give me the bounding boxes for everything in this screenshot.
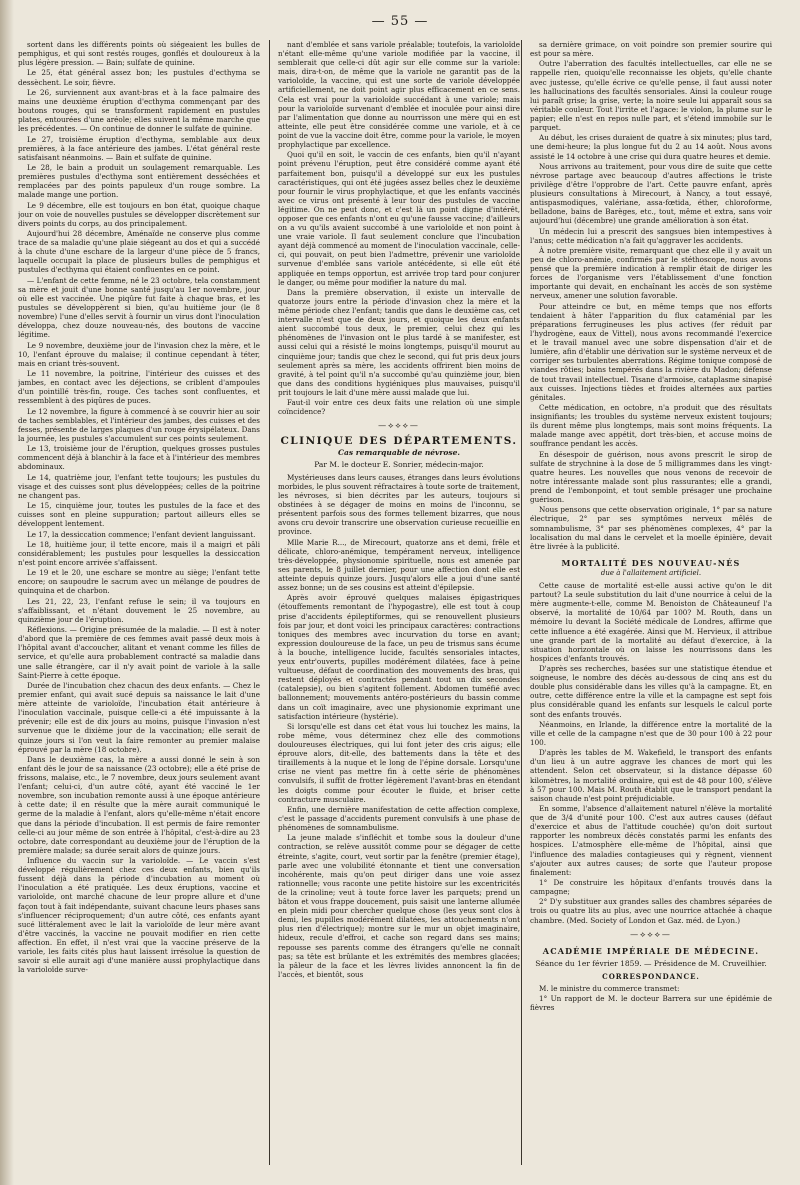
- paragraph: En somme, l'absence d'allaitement naturel n'élève la mortalité que de 3/4 d'unité pour 100. C'est aux autres causes (défaut d'exercice et abus de l'attitude couchée) qu'on doit surtout rapporter les nombreux décès constatés parmi les enfants des hospices. L'atmosphère elle-même de l'hôpital, ainsi que l'influence des maladies contagieuses qui y règnent, viennent s'ajouter aux autres causes; de sorte que l'auteur propose finalement:: [530, 804, 772, 877]
- paragraph: En désespoir de guérison, nous avons prescrit le sirop de sulfate de strychnine à la dose de 5 milligrammes dans les vingt-quatre heures. Les nouvelles que nous venons de recevoir de notre intéressante malade sont plus rassurantes; elle a grandi, prend de l'embonpoint, et tout semble présager une prochaine guérison.: [530, 449, 772, 505]
- paragraph: Le 15, cinquième jour, toutes les pustules de la face et des cuisses sont en pleine suppuration; partout ailleurs elles se développent lentement.: [18, 501, 260, 529]
- paragraph: Les 21, 22, 23, l'enfant refuse le sein; il va toujours en s'affaiblissant, et n'étant douvement le 25 novembre, au quinzième jour de l'éruption.: [18, 596, 260, 624]
- paragraph: Dans le deuxième cas, la mère a aussi donné le sein à son enfant dès le jour de sa naissance (23 octobre); elle a été prise de frissons, malaise, etc., le 7 novembre, deux jours seulement avant l'enfant; celui-ci, d'un autre côté, ayant été vacciné le 1er novembre, son incubation remonte aussi à une époque antérieure à cette date; il en résulte que la mère aurait communiqué le germe de la maladie à l'enfant, alors qu'elle-même n'était encore que dans la période d'incubation. Il est permis de faire remonter celle-ci au jour même de son entrée à l'hôpital, c'est-à-dire au 23 octobre, date correspondant au deuxième jour de l'éruption de la première malade; sa durée serait alors de quinze jours.: [18, 754, 260, 855]
- paragraph: Le 14, quatrième jour, l'enfant tette toujours; les pustules du visage et des cuisses sont plus développées; celles de la poitrine ne changent pas.: [18, 472, 260, 500]
- page-number: — 55 —: [371, 14, 429, 29]
- mortalite-heading: MORTALITÉ DES NOUVEAU-NÉS: [561, 557, 741, 568]
- paragraph: sortent dans les différents points où siégeaient les bulles de pemphigus, et qui sont restés rouges, gonflés et douloureux à la plus légère pression. — Bain; sulfate de quinine.: [18, 40, 260, 68]
- paragraph: nant d'emblée et sans variole préalable; toutefois, la varioloïde n'étant elle-même qu'une variole modifiée par la vaccine, il semblerait que celle-ci dût agir sur elle comme sur la variole: mais, dira-t-on, de même que la variole ne garantit pas de la varioloïde, la vaccine, qui est une sorte de variole développée artificiellement, ne doit point agir plus efficacement en ce sens. Cela est vrai pour la varioloïde succédant à une variole; mais pour la varioloïde survenant d'emblée et inoculée pour ainsi dire par l'alimentation que donne au nourrisson une mère qui en est atteinte, elle peut être considérée comme une variole, et à ce point de vue la vaccine doit être, comme pour la variole, le moyen prophylactique par excellence.: [278, 40, 520, 150]
- paragraph: Après avoir éprouvé quelques malaises épigastriques (étouffements remontant de l'hypogastre), elle est tout à coup prise d'accidents épileptiformes, qui se renouvellent plusieurs fois par jour, et dont voici les principaux caractères: contractions toniques des membres avec incurvation du torse en avant; expression douloureuse de la face, un peu de trismus sans écume à la bouche, intelligence lucide, facultés sensoriales intactes, yeux entr'ouverts, pupilles modérément dilatées, face à peine vultueuse, défaut de coordination des mouvements des bras, qui restent déployés et contractés pendant tout un dix secondes (catalepsie), ou bien s'agitent follement. Abdomen tuméfié avec ballonnement; mouvements antéro-postérieurs du bassin comme dans un coït imaginaire, avec une physionomie exprimant une satisfaction intérieure (hystérie).: [278, 593, 520, 721]
- clinique-subheading: Cas remarquable de névrose.: [338, 447, 460, 457]
- col3-text-a: [530, 40, 772, 551]
- academie-heading: ACADÉMIE IMPÉRIALE DE MÉDECINE.: [542, 945, 760, 956]
- paragraph: Influence du vaccin sur la varioloïde. — Le vaccin s'est développé régulièrement chez ces deux enfants, bien qu'ils fussent déjà dans la période d'incubation au moment où l'inoculation a été pratiquée. Les deux éruptions, vaccine et varioloïde, ont marché chacune de leur propre allure et d'une façon tout à fait indépendante, suivant chacune leurs phases sans s'influencer réciproquement; d'un autre côté, ces enfants ayant sucé littéralement avec le lait la varioloïde de leur mère avant d'être vaccinés, la vaccine ne pouvait modifier en rien cette affection. En effet, il n'est vrai que la vaccine préserve de la variole, les faits cités plus haut laissent irrésolue la question de savoir si elle aurait agi d'une manière aussi prophylactique dans la varioloïde surve-: [18, 856, 260, 975]
- column-divider: [269, 40, 270, 1165]
- paragraph: 1° Un rapport de M. le docteur Barrera sur une épidémie de fièvres: [530, 994, 772, 1013]
- paragraph: Le 25, état général assez bon; les pustules d'ecthyma se dessèchent. Le soir, fièvre.: [18, 68, 260, 87]
- col2-text-b: [278, 473, 520, 979]
- column-left: [18, 40, 260, 1170]
- mortalite-subheading: due à l'allaitement artificiel.: [600, 568, 702, 577]
- paragraph: Nous pensons que cette observation originale, 1° par sa nature électrique, 2° par ses symptômes nerveux mêlés de somnambulisme, 3° par ses phénomènes complexes, 4° par la localisation du mal dans le cervelet et la moelle épinière, devait être livrée à la publicité.: [530, 505, 772, 551]
- ornament-divider-2: —⟡⟡⟡—: [630, 929, 672, 939]
- paragraph: D'après ses recherches, basées sur une statistique étendue et soigneuse, le nombre des décès au-dessous de cinq ans est du double plus considérable dans les villes qu'à la campagne. Et, en outre, cette différence entre la ville et la campagne est sept fois plus considérable quand les enfants sur lesquels le calcul porte sont des enfants trouvés.: [530, 664, 772, 719]
- paragraph: Nous arrivons au traitement, pour vous dire de suite que cette névrose partage avec beaucoup d'autres affections le triste privilège d'être l'opprobre de l'art. Cette pauvre enfant, après plusieurs consultations à Mirecourt, à Nancy, a tout essayé, antispasmodiques, valériane, assa-fœtida, éther, chloroforme, belladone, bains de Barèges, etc., tout, même et extra, sans voir aujourd'hui (décembre) une grande amélioration à son état.: [530, 161, 772, 226]
- paragraph: Dans la première observation, il existe un intervalle de quatorze jours entre la période d'invasion chez la mère et la même période chez l'enfant; tandis que dans le deuxième cas, cet intervalle n'est que de deux jours, et quoique les deux enfants aient succombé tous deux, le premier, celui chez qui les phénomènes de l'invasion ont le plus tardé à se manifester, est aussi celui qui a résisté le moins longtemps, puisqu'il mourut au cinquième jour; tandis que chez le second, qui fut pris deux jours seulement après sa mère, les accidents offrirent bien moins de gravité, à tel point qu'il n'a succombé qu'au quinzième jour, bien que dans des conditions hygiéniques plus mauvaises, puisqu'il prit toujours le lait d'une mère aussi malade que lui.: [278, 287, 520, 397]
- paragraph: Le 13, troisième jour de l'éruption, quelques grosses pustules commencent déjà à blanchir à la face et à l'intérieur des membres abdominaux.: [18, 444, 260, 472]
- clinique-byline: Par M. le docteur E. Sonrier, médecin-major.: [314, 459, 484, 469]
- column-divider: [521, 40, 522, 1165]
- paragraph: Le 9 décembre, elle est toujours en bon état, quoique chaque jour on voie de nouvelles pustules se développer discrètement sur divers points du corps, au dos principalement.: [18, 200, 260, 228]
- paragraph: — L'enfant de cette femme, né le 23 octobre, tela constamment sa mère et jouit d'une bonne santé jusqu'au 1er novembre, jour où elle est vaccinée. Une piqûre fut faite à chaque bras, et les pustules se développèrent si bien, qu'au huitième jour (le 8 novembre) l'une d'elles servit à fournir un virus dont l'inoculation développa, chez douze nouveau-nés, des boutons de vaccine légitime.: [18, 275, 260, 340]
- correspondance-heading: CORRESPONDANCE.: [602, 971, 700, 981]
- col1-text: [18, 40, 260, 974]
- paragraph: Un médecin lui a prescrit des sangsues bien intempestives à l'anus; cette médication n'a fait qu'aggraver les accidents.: [530, 226, 772, 245]
- paragraph: Le 19 et le 20, une eschare se montre au siège; l'enfant tette encore; on saupoudre le sacrum avec un mélange de poudres de quinquina et de charbon.: [18, 568, 260, 596]
- paragraph: Le 18, huitième jour, il tette encore, mais il a maigri et pâli considérablement; les pustules pour lesquelles la dessiccation n'est point encore arrivée s'affaissent.: [18, 539, 260, 567]
- scan-shadow: [0, 0, 14, 1185]
- paragraph: Le 9 novembre, deuxième jour de l'invasion chez la mère, et le 10, l'enfant éprouve du malaise; il continue cependant à téter, mais en criant très-souvent.: [18, 340, 260, 368]
- paragraph: Le 12 novembre, la figure à commencé à se couvrir hier au soir de taches semblables, et l'intérieur des jambes, des cuisses et des fesses, présente de larges plaques d'un rouge érysipélateux. Dans la journée, les pustules s'accumulent sur ces points seulement.: [18, 406, 260, 443]
- paragraph: Le 17, la dessiccation commence; l'enfant devient languissant.: [27, 529, 256, 539]
- paragraph: Le 26, surviennent aux avant-bras et à la face palmaire des mains une deuxième éruption d'ecthyma commençant par des boutons rouges, qui se transforment rapidement en pustules plates, entourées d'une aréole; elles suivent la même marche que les précédentes. — On continue de donner le sulfate de quinine.: [18, 87, 260, 134]
- column-middle: [278, 40, 520, 1170]
- paragraph: Quoi qu'il en soit, le vaccin de ces enfants, bien qu'il n'ayant point prévenu l'éruption, peut être considéré comme ayant été parfaitement bon, puisqu'il a développé sur eux les pustules caractéristiques, qui ont été jugées assez belles chez le deuxième pour fournir le virus prophylactique, et que les enfants vaccinés avec ce virus ont présenté à leur tour des pustules de vaccine légitime. On ne peut donc, et c'est là un point digne d'intérêt, opposer que ces enfants n'ont eu qu'une fausse vaccine; d'ailleurs on a vu qu'ils avaient succombé à une varioloïde et non point à une vraie variole. Il faut seulement conclure que l'incubation ayant déjà commencé au moment de l'inoculation vaccinale, celle-ci, qui pouvait, on peut bien l'admettre, prévenir une varioloïde survenue d'emblée sans variole antécédente, si elle eût été appliquée en temps opportun, est arrivée trop tard pour conjurer le danger, ou même pour modifier la nature du mal.: [278, 150, 520, 287]
- paragraph: Aujourd'hui 28 décembre, Aménaïde ne conserve plus comme trace de sa maladie qu'une plaie siégeant au dos et qui a succédé à la chute d'une eschare de la largeur d'une pièce de 5 francs, laquelle occupait la place de plusieurs bulles de pemphigus et pustules d'ecthyma qui étaient confluentes en ce point.: [18, 229, 260, 275]
- paragraph: Le 28, le bain a produit un soulagement remarquable. Les premières pustules d'ecthyma sont entièrement desséchées et remplacées par des points papuleux d'un rouge sombre. La malade mange une portion.: [18, 162, 260, 200]
- clinique-heading: CLINIQUE DES DÉPARTEMENTS.: [280, 434, 518, 447]
- paragraph: Faut-il voir entre ces deux faits une relation où une simple coïncidence?: [278, 398, 520, 417]
- paragraph: Enfin, une dernière manifestation de cette affection complexe, c'est le passage d'accidents purement convulsifs à une phase de phénomènes de somnambulisme.: [278, 804, 520, 833]
- paragraph: La jeune malade s'infléchit et tombe sous la douleur d'une contraction, se relève aussitôt comme pour se dégager de cette étreinte, s'agite, court, veut sortir par la fenêtre (premier étage), parle avec une volubilité étonnante et tient une conversation incohérente, mais qu'on peut diriger dans une voie assez rationnelle; vous raconte une petite histoire sur les excentricités de la crinoline; veut à toute force laver les parquets; prend un bâton et vous frappe doucement, puis saisit une lanterne allumée en plein midi pour chercher quelque chose (les yeux sont clos à demi, les pupilles modérément dilatées, les attouchements n'ont plus rien d'électrique); montre sur le mur un objet imaginaire, hideux, recule d'effroi, et cache son regard dans ses mains; repousse ses parents comme des étrangers qu'elle ne connaît pas; sa tête est brûlante et les extrémités des membres glacées; la pâleur de la face et les lèvres livides annoncent la fin de l'accès, et bientôt, sous: [278, 833, 520, 979]
- paragraph: Cette cause de mortalité est-elle aussi active qu'on le dit partout? La seule substitution du lait d'une nourrice à celui de la mère augmente-t-elle, comme M. Benoiston de Châteauneuf l'a observé, la mortalité de 10/64 par 100? M. Routh, dans un mémoire lu devant la Société médicale de Londres, affirme que cette influence a été exagérée. Ainsi que M. Hervieux, il attribue une grande part de la mortalité au défaut d'exercice, à la situation horizontale où on laisse les nourrissons dans les hospices d'enfants trouvés.: [530, 581, 772, 663]
- paragraph: M. le ministre du commerce transmet:: [539, 984, 680, 993]
- paragraph: Le 27, troisième éruption d'ecthyma, semblable aux deux premières, à la face antérieure des jambes. L'état général reste satisfaisant néanmoins. — Bain et sulfate de quinine.: [18, 134, 260, 162]
- paragraph: Mystérieuses dans leurs causes, étranges dans leurs évolutions morbides, le plus souvent réfractaires à toute sorte de traitement, les névroses, si bien décrites par les auteurs, toujours si obstinées à se dégager de moins en moins de l'inconnu, se présentent parfois sous des formes tellement bizarres, que nous avons cru devoir transcrire une observation curieuse recueillie en province.: [278, 472, 520, 537]
- paragraph: Le 11 novembre, la poitrine, l'intérieur des cuisses et des jambes, en contact avec les déjections, se criblent d'ampoules d'un pointillé très-fin, rouge. Ces taches sont confluentes, et ressemblent à des piqûres de puces.: [18, 368, 260, 406]
- paragraph: 2° D'y substituer aux grandes salles des chambres séparées de trois ou quatre lits au plus, avec une nourrice attachée à chaque chambre. (Med. Society of London et Gaz. méd. de Lyon.): [530, 897, 772, 925]
- paragraph: Cette médication, en octobre, n'a produit que des résultats insignifiants; les troubles du système nerveux existent toujours; ils durent même plus longtemps, mais sont moins fréquents. La malade mange avec appétit, dort très-bien, et accuse moins de souffrance pendant les accès.: [530, 402, 772, 449]
- ornament-divider: —⟡⟡⟡—: [378, 421, 420, 431]
- col2-text-a: [278, 40, 520, 416]
- academie-seance: Séance du 1er février 1859. — Présidence de M. Cruveilhier.: [535, 958, 767, 968]
- col3-text-c: [530, 984, 772, 1012]
- paragraph: Outre l'aberration des facultés intellectuelles, car elle ne se rappelle rien, quoiqu'elle reconnaisse les objets, qu'elle chante avec justesse, qu'elle écrive ce qu'elle pense, il faut aussi noter les hallucinations des facultés sensoriales. Ainsi la couleur rouge lui paraît grise; la grise, verte; la noire seule lui apparaît sous sa véritable couleur. Tout l'irrite et l'agace: le violon, la plume sur le papier; elle n'est en repos nulle part, et s'étend immobile sur le parquet.: [530, 59, 772, 133]
- paragraph: À notre première visite, remarquant que chez elle il y avait un peu de chloro-anémie, confirmés par le stéthoscope, nous avons pensé que la première indication à remplir était de diriger les forces de l'organisme vers l'établissement d'une fonction importante qui devait, en enchaînant les accès de son système nerveux, amener une solution favorable.: [530, 246, 772, 301]
- paragraph: Néanmoins, en Irlande, la différence entre la mortalité de la ville et celle de la campagne n'est que de 30 pour 100 à 22 pour 100.: [530, 719, 772, 747]
- paragraph: Pour atteindre ce but, en même temps que nos efforts tendaient à hâter l'apparition du flux cataménial par les préparations ferrugineuses les plus actives (fer réduit par l'hydrogène, eaux de Vittel), nous avons recommandé l'exercice et le travail manuel avec une sobre dispensation d'air et de lumière, afin d'établir une dérivation sur le système nerveux et de corriger ses turbulentes aberrations. Régime tonique composé de viandes rôties; bains tempérés dans la rivière du Madon; défense de tout travail intellectuel. Tisane d'armoise, cataplasme sinapisé aux cuisses. Injections tièdes et froides alternées aux parties génitales.: [530, 301, 772, 402]
- paragraph: Durée de l'incubation chez chacun des deux enfants. — Chez le premier enfant, qui avait sucé depuis sa naissance le lait d'une mère atteinte de varioloïde, l'incubation était antérieure à l'inoculation vaccinale, puisque celle-ci a été impuissante à la prévenir; elle est de dix jours au moins, puisque l'invasion n'est survenue que le dixième jour de la vaccination; elle serait de quinze jours si l'on veut la faire remonter au premier malaise éprouvé par la mère (18 octobre).: [18, 680, 260, 754]
- paragraph: Mlle Marie R..., de Mirecourt, quatorze ans et demi, frêle et délicate, chloro-anémique, tempérament nerveux, intelligence très-développée, physionomie spirituelle, nous est amenée par ses parents, le 8 juillet dernier, pour une affection dont elle est atteinte depuis quinze jours. Jusqu'alors elle a joui d'une santé assez bonne; un de ses cousins est atteint d'épilepsie.: [278, 537, 520, 593]
- col3-text-b: [530, 581, 772, 925]
- paragraph: 1° De construire les hôpitaux d'enfants trouvés dans la campagne;: [530, 877, 772, 897]
- paragraph: Au début, les crises duraient de quatre à six minutes; plus tard, une demi-heure; la plus longue fut du 2 au 14 août. Nous avons assisté le 14 octobre à une crise qui dura quatre heures et demie.: [530, 133, 772, 161]
- paragraph: sa dernière grimace, on voit poindre son premier sourire qui est pour sa mère.: [530, 40, 772, 59]
- paragraph: D'après les tables de M. Wakefield, le transport des enfants d'un lieu à un autre aggrave les chances de mort qui les attendent. Selon cet observateur, si la distance dépasse 60 kilomètres, la mortalité ordinaire, qui est de 48 pour 100, s'élève à 57 pour 100. Mais M. Routh établit que le transport pendant la saison chaude n'est point préjudiciable.: [530, 748, 772, 803]
- paragraph: Réflexions. — Origine présumée de la maladie. — Il est à noter d'abord que la première de ces femmes avait passé deux mois à l'hôpital avant d'accoucher, alitant et venant comme les filles de service, et qu'elle aura probablement contracté sa maladie dans une salle étrangère, car il n'y avait point de variole à la salle Saint-Pierre à cette époque.: [18, 625, 260, 680]
- column-right: [530, 40, 772, 1170]
- paragraph: Si lorsqu'elle est dans cet état vous lui touchez les mains, la robe même, vous déterminez chez elle des commotions douloureuses électriques, qui lui font jeter des cris aigus; elle éprouve alors, dit-elle, des battements dans la tête et des tiraillements à la nuque et le long de l'épine dorsale. Lorsqu'une crise ne vient pas mettre fin à cette série de phénomènes convulsifs, il suffit de frotter légèrement l'avant-bras en étendant les doigts comme pour écouter le fluide, et briser cette contracture musculaire.: [278, 721, 520, 804]
